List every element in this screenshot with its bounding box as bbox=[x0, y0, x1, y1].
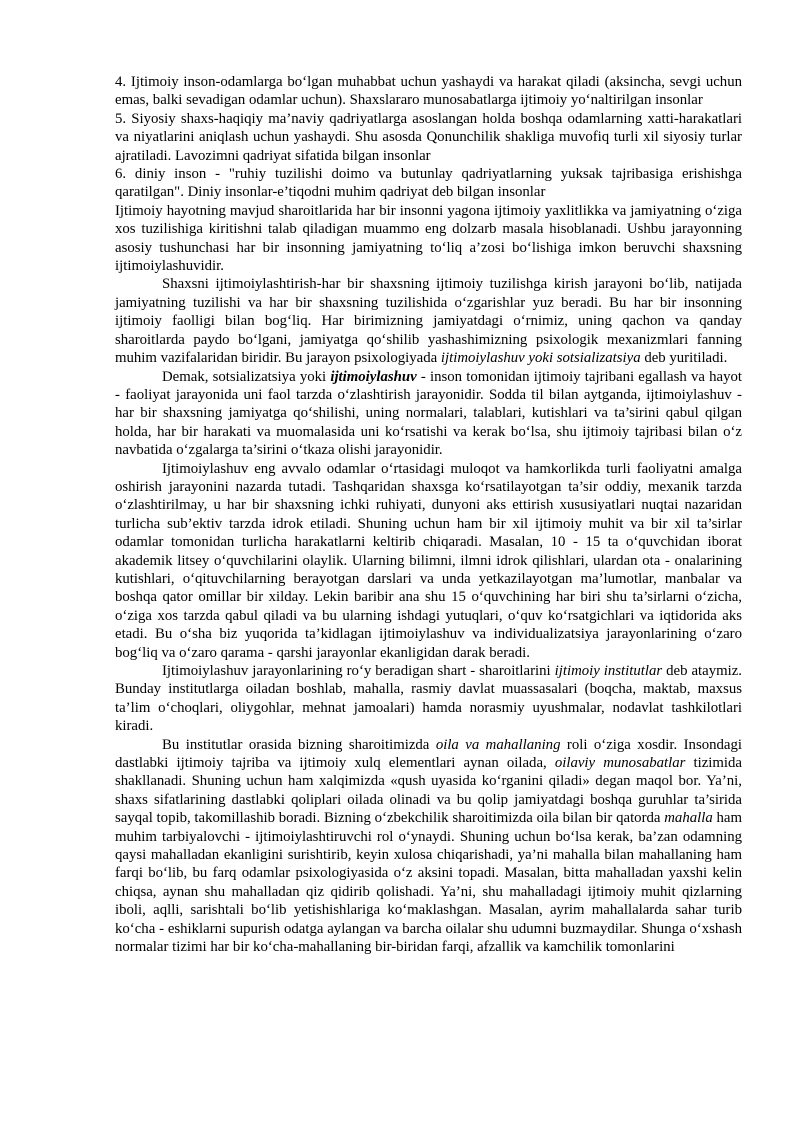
paragraph bbox=[115, 275, 742, 367]
text-run: Shaxsni ijtimoiylashtirish-har bir shaxsning ijtimoiy tuzilishga kirish jarayoni bo‘lib, natijada jamiyatning tuzilishi va har bir shaxsning tuzilishida o‘zgarishlar yuz beradi. Bu har bir insonning ijtimoiy faolligi bilan bog‘liq. Har birimizning jamiyatdagi o‘rnimiz, uning qachon va qanday sharoitlarda paydo bo‘lgani, jamiyatga qo‘shilib yashashimizning psixologik mexanizmlari fanning muhim vazifalaridan biridir. Bu jarayon psixologiyada bbox=[115, 276, 742, 367]
paragraph bbox=[115, 368, 742, 460]
emphasized-term: ijtimoiy institutlar bbox=[554, 663, 663, 679]
emphasized-term: oilaviy munosabatlar bbox=[554, 755, 686, 772]
text-run: 6. diniy inson - "ruhiy tuzilishi doimo va butunlay qadriyatlarning yuksak tajribasiga erishishga qaratilgan". Diniy insonlar-e’tiqodni muhim qadriyat deb bilgan insonlar bbox=[115, 166, 742, 201]
text-run: Demak, sotsializatsiya yoki bbox=[162, 368, 331, 385]
document-page bbox=[115, 73, 742, 957]
paragraph bbox=[115, 73, 742, 110]
emphasized-term: ijtimoiylashuv yoki sotsializatsiya bbox=[440, 350, 641, 367]
text-run: Ijtimoiylashuv eng avvalo odamlar o‘rtasidagi muloqot va hamkorlikda turli faoliyatni amalga oshirish jarayonini nazarda tutadi. Tashqaridan shaxsga ko‘rsatilayotgan ta’sir oddiy, mexanik tarzda o‘zlashtirilmay, u har bir shaxsning ichki ruhiyati, dunyoni aks ettirish xususiyatlari nuqtai nazaridan turlicha sub’ektiv tarzda idrok etiladi. Shuning uchun ham bir xil ijtimoiy muhit va bir xil ta’sirlar odamlar tomonidan turlicha harakatlarni keltirib chiqaradi. Masalan, 10 - 15 ta o‘quvchidan iborat akademik litsey o‘quvchilarini olaylik. Ularning bilimni, ilmni idrok qilishlari, ulardan ota - onalarining kutishlari, o‘qituvchilarning berayotgan darslari va unda yetkazilayotgan ma’lumotlar, manbalar va boshqa qator omillar bir xilday. Lekin baribir ana shu 15 o‘quvchining har biri shu ta’sirlarni o‘zicha, o‘ziga xos tarzda qabul qiladi va bu ularning ishdagi yutuqlari, o‘quv ko‘rsatgichlari va iqtidorida aks etadi. Bu o‘sha biz yuqorida ta’kidlagan ijtimoiylashuv va individualizatsiya jarayonlarining o‘zaro bog‘liq va o‘zaro qarama - qarshi jarayonlar ekanligidan darak beradi. bbox=[115, 460, 742, 661]
text-run: 4. Ijtimoiy inson-odamlarga bo‘lgan muhabbat uchun yashaydi va harakat qiladi (aksincha, sevgi uchun emas, balki sevadigan odamlar uchun). Shaxslararo munosabatlarga ijtimoiy yo‘naltirilgan insonlar bbox=[115, 74, 742, 109]
paragraph bbox=[115, 202, 742, 276]
emphasized-term: ijtimoiylashuv bbox=[330, 368, 417, 385]
text-run: 5. Siyosiy shaxs-haqiqiy ma’naviy qadriyatlarga asoslangan holda boshqa odamlarning xatti-harakatlari va niyatlarini aniqlash uchun yashaydi. Shu asosda Qonunchilik shakliga muvofiq turli xil siyosiy turlar ajratiladi. Lavozimni qadriyat sifatida bilgan insonlar bbox=[115, 110, 742, 164]
text-run: ham muhim tarbiyalovchi - ijtimoiylashtiruvchi rol o‘ynaydi. Shuning uchun bo‘lsa kerak, ba’zan odamning qaysi mahalladan ekanligini surishtirib, keyin xulosa chiqarishadi, ya’ni mahalla bilan mahallaning ham farqi bo‘lib, bu farq odamlar psixologiyasida o‘z aksini topadi. Masalan, bitta mahalladan yaxshi kelin chiqsa, aynan shu mahalladan qiz qidirib qolishadi. Ya’ni, shu mahalladagi ijtimoiy muhit qizlarning iboli, aqlli, sarishtali bo‘lib yetishishlariga ko‘maklashgan. Masalan, ayrim mahallalarda sahar turib ko‘cha - eshiklarni supurish odatga aylangan va barcha oilalar shu udumni buzmaydilar. Shunga o‘xshash normalar tizimi har bir ko‘cha-mahallaning bir-biridan farqi, afzallik va kamchilik tomonlarini bbox=[115, 810, 742, 956]
bold-term bbox=[330, 369, 416, 385]
text-run: tizimida shakllanadi. Shuning uchun ham xalqimizda «qush uyasida ko‘rganini qiladi» degan maqol bor. Ya’ni, shaxs sifatlarining dastlabki qoliplari oilada olinadi va bu qolip jamiyatdagi boshqa guruhlar ta’sirida sayqal topib, takomillashib boradi. Bizning o‘zbekchilik sharoitimizda oila bilan bir qatorda bbox=[115, 755, 742, 827]
text-run: Ijtimoiylashuv jarayonlarining ro‘y beradigan shart - sharoitlarini bbox=[162, 663, 555, 679]
emphasized-term: mahalla bbox=[664, 810, 713, 827]
paragraph bbox=[115, 662, 742, 736]
paragraph bbox=[115, 460, 742, 662]
text-run: Ijtimoiy hayotning mavjud sharoitlarida har bir insonni yagona ijtimoiy yaxlitlikka va jamiyatning o‘ziga xos tuzilishiga kiritishni talab qiladigan muammo eng dolzarb masala hisoblanadi. Ushbu jarayonning asosiy tushunchasi har bir insonning jamiyatning to‘liq a’zosi bo‘lishiga imkon beruvchi shaxsning ijtimoiylashuvidir. bbox=[115, 202, 742, 275]
paragraph bbox=[115, 736, 742, 957]
paragraph bbox=[115, 110, 742, 165]
text-run: Bu institutlar orasida bizning sharoitimizda bbox=[162, 736, 436, 753]
text-run: deb ataymiz. Bunday institutlarga oiladan boshlab, mahalla, rasmiy davlat muassasalari (boqcha, maktab, maxsus ta’lim o‘choqlari, oliygohlar, mehnat jamoalari) hamda norasmiy uyushmalar, nodavlat tashkilotlari kiradi. bbox=[115, 663, 743, 735]
text-run: - inson tomonidan ijtimoiy tajribani egallash va hayot - faoliyat jarayonida uni faol tarzda o‘zlashtirish jarayonidir. Sodda til bilan aytganda, ijtimoiylashuv - har bir shaxsning jamiyatga qo‘shilishi, uning normalari, talablari, kutishlari va ta’sirini qabul qilgan holda, har bir harakati va muomalasida uni ko‘rsatishi va kerak bo‘lsa, shu ijtimoiy tajribasi bilan o‘z navbatida o‘zgalarga ta’sirini o‘tkaza olishi jarayonidir. bbox=[115, 368, 742, 459]
text-run: deb yuritiladi. bbox=[640, 350, 728, 367]
paragraph bbox=[115, 165, 742, 202]
text-run: roli o‘ziga xosdir. Insondagi dastlabki ijtimoiy tajriba va ijtimoiy xulq elementlari aynan oilada, bbox=[115, 736, 742, 772]
emphasized-term: oila va mahallaning bbox=[435, 736, 561, 753]
